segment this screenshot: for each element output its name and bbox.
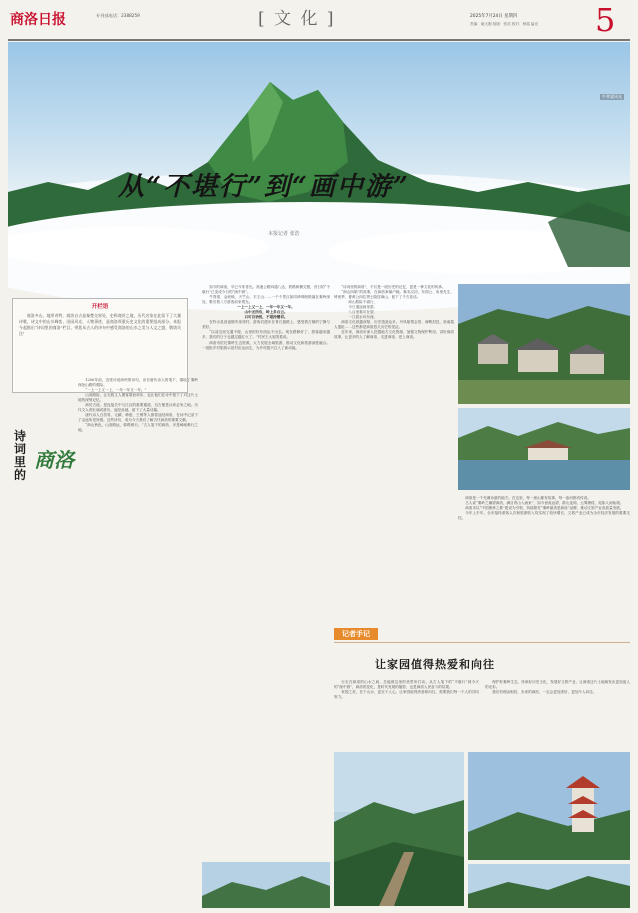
paragraph: 我们有理由相信，未来的商洛，一定会更加美好，更加令人向往。: [492, 690, 597, 695]
intro-label: 开栏语: [91, 304, 109, 310]
poem-line: 一江碧水向东流。: [348, 315, 378, 320]
paragraph: 近年来，商洛市深入挖掘地方文化资源，加强文物保护利用，讲好商洛故事，让更多的人了解商洛、走进商洛、爱上商洛。: [334, 330, 454, 340]
article-column-1: [78, 378, 198, 911]
paragraph: 今年上半年，全市接待游客人次和旅游收入均实现了较快增长，文旅产业已成为全市经济发展的重要支柱。: [458, 511, 630, 521]
column-title-line2: 商洛: [34, 448, 74, 472]
paragraph: 古人说“秦岭之巅望商洛，满目青山入画来”，如今登高远望，群山连绵，云雾缭绕，宛如人间仙境。: [465, 501, 624, 506]
paragraph: 如今的商洛，早已今非昔比。高速公路四通八达，铁路纵横交错，昔日的“不堪行”已变成今日的“画中游”。: [202, 285, 330, 295]
article-column-3: [334, 285, 454, 625]
paragraph: 1200年前，近张评说商州的诗句，出自唐代诗人的笔下，描绘了秦岭深处山路的艰险。: [78, 378, 198, 388]
article-column-2: [202, 285, 330, 911]
byline: 本报记者 张浩: [268, 231, 300, 237]
poem-line: 一上一上又一上，一年一年又一年。: [237, 305, 295, 310]
gorge-image: [202, 862, 330, 908]
poem-line: 只可自怡悦，不堪持赠君。: [244, 315, 288, 320]
paragraph: 商洛文化底蕴深厚，历史遗迹众多。丹凤船帮会馆、商鞅封邑、洛南猿人遗址……这些都是商洛悠久历史的见证。: [334, 320, 454, 330]
section-title: [ 文 化 ]: [258, 9, 336, 29]
village-photo: [458, 284, 630, 404]
ridge-image: [468, 864, 630, 908]
hotline: 专刊部电话：2388259: [96, 13, 140, 18]
paragraph: 牛背梁、金丝峡、天竺山、木王山……一个个景区如同珍珠般散落在秦岭深处，吸引着八方游客前来观光。: [202, 295, 330, 305]
commentary-title: 让家园值得热爱和向往: [375, 658, 495, 671]
paragraph: 在柞水县营盘镇朱家湾村，游客们漫步在青石板路上，感受着古镇的宁静与美好。: [202, 320, 330, 330]
village-image: [458, 284, 630, 404]
masthead-rule: [8, 39, 630, 41]
photo-credit: 牛背梁风光: [602, 94, 622, 99]
column-title: [14, 430, 74, 488]
masthead: [0, 0, 638, 44]
headline: 从“不堪行”到“画中游”: [118, 172, 410, 202]
commentary-text: [334, 680, 630, 748]
paragraph: “以前这里交通不便，山里的好东西运不出去。现在路修好了，游客越来越多，我们的日子也越过越红火了。”村民王大姐笑着说。: [202, 330, 330, 340]
pagoda-image: [468, 752, 630, 860]
paragraph: “一上一上又一上，一年一年又一年。”: [85, 388, 147, 393]
paragraph: 商於古道，是连接关中与江汉的重要通道，自古便是兵家必争之地。历代文人或贬谪或游历，途经此地，留下了大量诗篇。: [78, 403, 198, 413]
poem-line: 山中无所有，岭上多白云。: [244, 310, 288, 315]
paragraph: “诗词里的商洛”，不仅是一段历史的记忆，更是一种文化的传承。: [341, 285, 446, 289]
poem-line: 八百里秦川在望，: [348, 310, 378, 315]
pagoda-photo: [468, 752, 630, 860]
commentary-rule: [334, 642, 630, 643]
page-number: 5: [595, 1, 616, 39]
issue-date: 2025年7月24日 星期四: [470, 14, 518, 19]
paper-name: 商洛日报: [10, 12, 66, 28]
valley-image: [334, 752, 464, 906]
gorge-photo: [202, 862, 330, 908]
lake-image: [458, 408, 630, 490]
paragraph: 商洛是一个充满诗意的地方。在这里，每一座山都有故事，每一条河都有传说。: [465, 496, 591, 500]
commentary-label: 记者手记: [334, 628, 378, 640]
paragraph: 家园之美，在于山水，更在于人心。让家园值得热爱和向往，需要我们每一个人的共同努力。: [334, 690, 479, 700]
column-title-line1: 诗词里的: [14, 429, 27, 482]
poem-line: 商山路险不堪行，: [348, 300, 378, 305]
lake-photo: [458, 408, 630, 490]
paragraph: 商洛市以“中国康养之都”建设为引领，持续擦亮“秦岭最美是商洛”品牌，推动文旅产业高质量发展。: [465, 506, 624, 511]
poem-line: 今日通途画里游。: [348, 305, 378, 310]
paragraph: 山高路险，让无数文人墨客望而却步，也让他们在诗中留下了对这片土地的深刻记忆。: [78, 393, 198, 403]
intro-text: 商洛多山，地形奇特，商洛自古是秦楚交界处，史称商於之地，历代名家在此留下了大量诗歌，诗文中的山川峰峦、田园风光、人物事迹，是商洛厚重历史文化的重要组成部分。本报今起推出“诗词里的商洛”栏目，带您从古人的诗句中感受商洛的山水之美与人文之盛，敬请关注！: [19, 313, 181, 336]
paragraph: “商山秋色，山高路远，驿路难行。”古人笔下的商洛，多是崎岖难行之地。: [78, 423, 198, 433]
editors-line: 责编：童大刚 组版：张浩 校对：杨铭 猛光: [470, 22, 539, 26]
ridge-photo: [468, 864, 630, 908]
paragraph: 唐代诗人白居易、元稹、韩愈、王维等人都曾途经商洛，在诗中记录下了沿途所见所感。这些诗句，成为今天我们了解古代商洛的重要文献。: [78, 413, 198, 423]
paragraph: 保护好秦岭生态，传承好历史文化，发展好文旅产业，让商洛这片土地焕发出更加迷人的光彩。: [485, 680, 630, 690]
paragraph: 商洛市依托秦岭生态资源，大力发展全域旅游，推动文化和旅游深度融合。一批批乡村旅游示范村应运而生，为乡村振兴注入了新动能。: [202, 340, 330, 350]
right-column: [458, 496, 630, 620]
valley-photo: [334, 752, 464, 906]
paragraph: 行走在商洛的山水之间，总能被这里的美景所打动。从古人笔下的“不堪行”到今天的“画中游”，商洛的变化，是时代发展的缩影，也是商洛人民奋斗的结果。: [334, 680, 479, 690]
paragraph: “商山四皓”的故事，在商洛家喻户晓。秦末汉初，东园公、甪里先生、绮里季、夏黄公四位贤士隐居商山，留下了千古佳话。: [334, 290, 454, 300]
